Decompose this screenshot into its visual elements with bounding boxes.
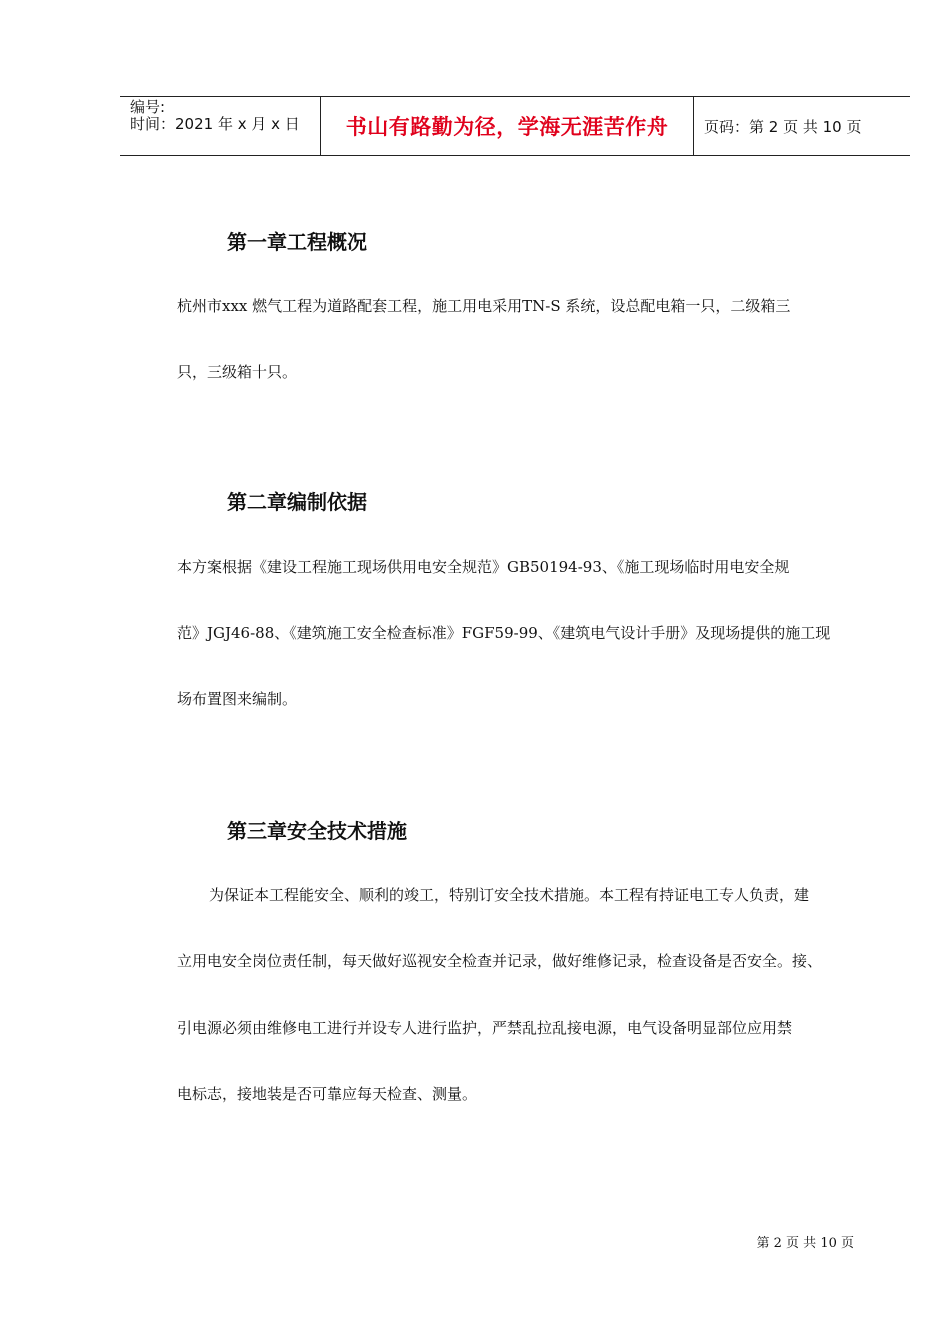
- chapter-1-title: 第一章工程概况: [227, 230, 367, 254]
- document-number-label: 编号:: [130, 98, 166, 116]
- chapter-3-line-3: 引电源必须由维修电工进行并设专人进行监护，严禁乱拉乱接电源，电气设备明显部位应用禁: [177, 1019, 793, 1037]
- document-date-label: 时间：2021 年 x 月 x 日: [130, 115, 300, 133]
- chapter-3-line-1: 为保证本工程能安全、顺利的竣工，特别订安全技术措施。本工程有持证电工专人负责，建: [209, 886, 810, 904]
- chapter-2-line-3: 场布置图来编制。: [177, 690, 298, 708]
- header-table: [120, 96, 910, 156]
- header-meta-cell: [120, 97, 321, 155]
- chapter-3-title: 第三章安全技术措施: [227, 819, 407, 843]
- chapter-2-line-2: 范》JGJ46-88、《建筑施工安全检查标准》FGF59-99、《建筑电气设计手册》及现场提供的施工现: [177, 624, 831, 642]
- header-motto: 书山有路勤为径，学海无涯苦作舟: [345, 115, 669, 139]
- header-page-label: 页码：第 2 页 共 10 页: [704, 117, 862, 136]
- chapter-1-line-2: 只，三级箱十只。: [177, 363, 298, 381]
- chapter-2-line-1: 本方案根据《建设工程施工现场供用电安全规范》GB50194-93、《施工现场临时用电安全规: [177, 558, 790, 576]
- chapter-3-line-2: 立用电安全岗位责任制，每天做好巡视安全检查并记录，做好维修记录，检查设备是否安全。接、: [177, 952, 823, 970]
- chapter-1-line-1: 杭州市xxx 燃气工程为道路配套工程，施工用电采用TN-S 系统，设总配电箱一只，二级箱三: [177, 297, 791, 315]
- header-page-cell: [694, 97, 910, 155]
- chapter-2-title: 第二章编制依据: [227, 490, 367, 514]
- footer-page-number: 第 2 页 共 10 页: [756, 1236, 854, 1251]
- header-motto-cell: [321, 97, 694, 155]
- chapter-3-line-4: 电标志，接地装是否可靠应每天检查、测量。: [177, 1085, 478, 1103]
